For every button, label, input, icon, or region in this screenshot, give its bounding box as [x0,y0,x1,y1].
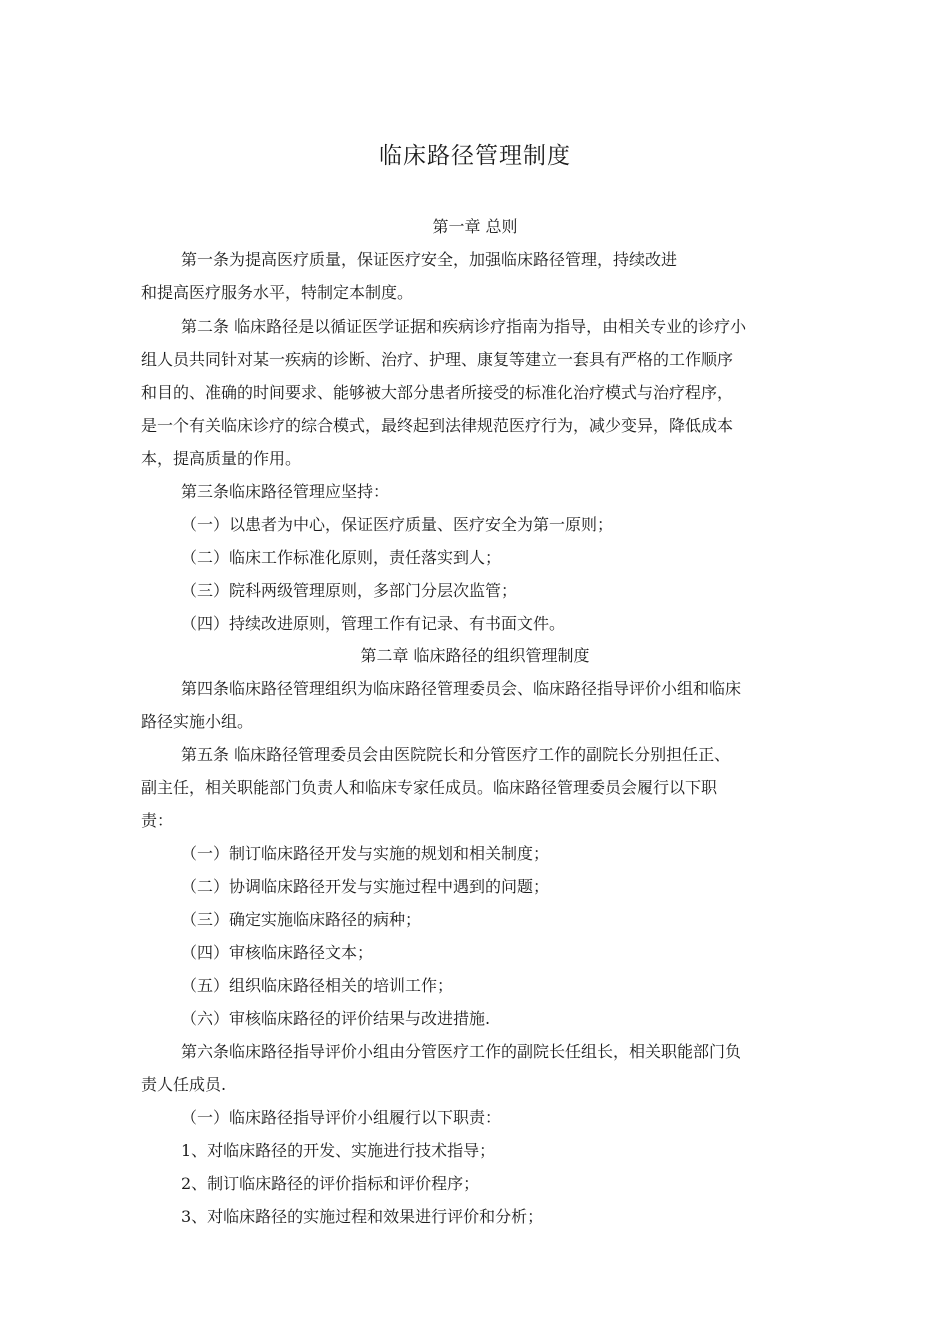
paragraph-line: 第五条 临床路径管理委员会由医院院长和分管医疗工作的副院长分别担任正、 [181,745,731,764]
paragraph-line: 责： [141,811,174,830]
list-item: 1、对临床路径的开发、实施进行技术指导； [181,1141,496,1160]
paragraph-line: 本，提高质量的作用。 [141,449,302,468]
list-item: （三）院科两级管理原则，多部门分层次监管； [181,581,518,600]
list-item: （六）审核临床路径的评价结果与改进措施. [181,1009,491,1028]
chapter-heading: 第二章 临床路径的组织管理制度 [360,646,590,665]
paragraph-line: 第一条为提高医疗质量，保证医疗安全，加强临床路径管理，持续改进 [181,250,678,269]
list-item: （二）协调临床路径开发与实施过程中遇到的问题； [181,877,550,896]
paragraph-line: 路径实施小组。 [141,712,254,731]
list-item: （一）制订临床路径开发与实施的规划和相关制度； [181,844,550,863]
list-item: （二）临床工作标准化原则，责任落实到人； [181,548,502,567]
paragraph-line: 第二条 临床路径是以循证医学证据和疾病诊疗指南为指导，由相关专业的诊疗小 [181,317,747,336]
list-item: （一）临床路径指导评价小组履行以下职责： [181,1108,502,1127]
paragraph-line: 第六条临床路径指导评价小组由分管医疗工作的副院长任组长，相关职能部门负 [181,1042,742,1061]
chapter-heading: 第一章 总则 [432,217,518,236]
list-item: （四）审核临床路径文本； [181,943,374,962]
document-title: 临床路径管理制度 [379,143,571,169]
paragraph-line: 是一个有关临床诊疗的综合模式，最终起到法律规范医疗行为，减少变异，降低成本 [141,416,734,435]
paragraph-line: 责人任成员. [141,1075,227,1094]
list-item: （四）持续改进原则，管理工作有记录、有书面文件。 [181,614,566,633]
list-item: 3、对临床路径的实施过程和效果进行评价和分析； [181,1207,544,1226]
paragraph-line: 第三条临床路径管理应坚持： [181,482,390,501]
list-item: （一）以患者为中心，保证医疗质量、医疗安全为第一原则； [181,515,614,534]
paragraph-line: 和提高医疗服务水平，特制定本制度。 [141,283,414,302]
list-item: （五）组织临床路径相关的培训工作； [181,976,454,995]
paragraph-line: 第四条临床路径管理组织为临床路径管理委员会、临床路径指导评价小组和临床 [181,679,742,698]
list-item: （三）确定实施临床路径的病种； [181,910,422,929]
paragraph-line: 副主任，相关职能部门负责人和临床专家任成员。临床路径管理委员会履行以下职 [141,778,718,797]
paragraph-line: 组人员共同针对某一疾病的诊断、治疗、护理、康复等建立一套具有严格的工作顺序 [141,350,734,369]
list-item: 2、制订临床路径的评价指标和评价程序； [181,1174,480,1193]
paragraph-line: 和目的、准确的时间要求、能够被大部分患者所接受的标准化治疗模式与治疗程序， [141,383,734,402]
